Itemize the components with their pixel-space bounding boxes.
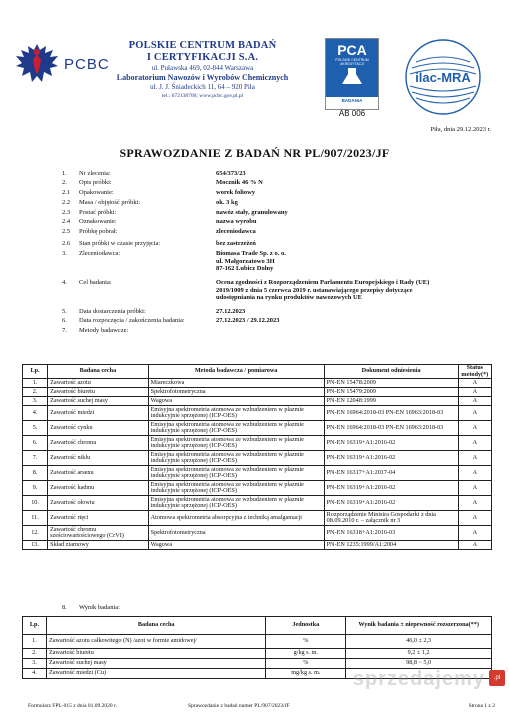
info-label: Data dostarczenia próbki: xyxy=(79,308,146,315)
org-name-line2: I CERTYFIKACJI S.A. xyxy=(146,52,259,63)
info-number: 2.3 xyxy=(62,209,71,216)
watermark: sprzedajemy xyxy=(352,668,485,690)
results-header-cell: Badana cecha xyxy=(46,617,265,635)
methods-cell: 1. xyxy=(23,379,48,388)
info-value-line: Ocena zgodności z Rozporządzeniem Parlamentu Europejskiego i Rady (UE) xyxy=(216,279,430,286)
table-row xyxy=(23,541,492,550)
info-number: 5. xyxy=(62,308,67,315)
pca-accreditation-logo xyxy=(325,38,379,110)
info-number: 2.2 xyxy=(62,199,71,206)
methods-cell: A xyxy=(458,406,491,421)
info-label: Postać próbki: xyxy=(79,209,117,216)
table-row xyxy=(23,659,492,669)
info-label: Stan próbki w czasie przyjęcia: xyxy=(79,240,161,247)
info-number: 2.6 xyxy=(62,240,71,247)
table-row xyxy=(23,466,492,481)
methods-cell: Atomowa spektrometria absorpcyjna z techniką amalgamacji xyxy=(148,511,324,526)
methods-cell: 13. xyxy=(23,541,48,550)
methods-cell: Zawartość ołowiu xyxy=(48,496,149,511)
table-row xyxy=(23,388,492,397)
methods-cell: Zawartość suchej masy xyxy=(48,397,149,406)
methods-cell: A xyxy=(458,421,491,436)
info-value: 27.12.2023 / 29.12.2023 xyxy=(216,317,280,324)
methods-cell: Zawartość niklu xyxy=(48,451,149,466)
table-row xyxy=(23,379,492,388)
pca-badge: BADANIA xyxy=(341,98,363,103)
info-number: 2.4 xyxy=(62,218,71,225)
methods-cell: 10. xyxy=(23,496,48,511)
flask-icon xyxy=(326,66,378,88)
methods-cell: PN-EN 15478:2009 xyxy=(324,379,458,388)
results-section-label: Wynik badania: xyxy=(79,604,120,611)
methods-cell: Emisyjna spektrometria atomowa ze wzbudzeniem w plazmie indukcyjnie sprzężonej (ICP-OES) xyxy=(148,451,324,466)
methods-cell: 4. xyxy=(23,406,48,421)
methods-cell: 7. xyxy=(23,451,48,466)
pcbc-logo-text: PCBC xyxy=(64,56,110,73)
info-value-line: udostępniania na rynku produktów nawozowych UE xyxy=(216,294,362,302)
info-value: bez zastrzeżeń xyxy=(216,240,256,247)
methods-cell: Zawartość chromu xyxy=(48,436,149,451)
results-cell: Zawartość miedzi (Cu) xyxy=(46,669,265,679)
results-cell: 98,8 ~ 5,0 xyxy=(346,659,492,669)
methods-cell: Wagowa xyxy=(148,541,324,550)
info-label: Próbkę pobrał: xyxy=(79,228,118,235)
table-row xyxy=(23,451,492,466)
results-cell: 4. xyxy=(23,669,47,679)
results-cell: mg/kg s. m. xyxy=(266,669,346,679)
info-label: Masa / objętość próbki: xyxy=(79,199,141,206)
results-cell: % xyxy=(266,659,346,669)
info-label: Opis próbki: xyxy=(79,179,112,186)
methods-cell: A xyxy=(458,397,491,406)
methods-cell: A xyxy=(458,496,491,511)
results-cell: 46,0 ± 2,3 xyxy=(346,635,492,649)
info-label: Oznakowanie: xyxy=(79,218,117,225)
methods-cell: A xyxy=(458,541,491,550)
info-label: Zleceniodawca: xyxy=(79,250,121,257)
methods-cell: Zawartość cynku xyxy=(48,421,149,436)
methods-cell: A xyxy=(458,466,491,481)
results-cell: Zawartość suchej masy xyxy=(46,659,265,669)
footer-report-id: Sprawozdanie z badań numer PL/907/2023/JF xyxy=(188,703,290,709)
methods-cell: PN-EN 16964:2018-03 PN-EN 16963:2018-03 xyxy=(324,406,458,421)
info-value-line: 87-162 Lubicz Dolny xyxy=(216,265,274,273)
methods-cell: Zawartość miedzi xyxy=(48,406,149,421)
methods-cell: Emisyjna spektrometria atomowa ze wzbudzeniem w plazmie indukcyjnie sprzężonej (ICP-OES) xyxy=(148,421,324,436)
methods-cell: Skład ziarnowy xyxy=(48,541,149,550)
methods-cell: Emisyjna spektrometria atomowa ze wzbudzeniem w plazmie indukcyjnie sprzężonej (ICP-OES) xyxy=(148,496,324,511)
pca-mark: PCA xyxy=(337,42,367,58)
methods-header-cell: Metoda badawcza / pomiarowa xyxy=(148,365,324,379)
methods-cell: A xyxy=(458,379,491,388)
ab-number: AB 006 xyxy=(338,109,366,118)
results-cell: 3. xyxy=(23,659,47,669)
table-row xyxy=(23,481,492,496)
table-row xyxy=(23,421,492,436)
pcbc-eagle-logo xyxy=(12,40,62,88)
methods-cell: PN-EN 1235:1999/A1:2004 xyxy=(324,541,458,550)
methods-cell: Emisyjna spektrometria atomowa ze wzbudzeniem w plazmie indukcyjnie sprzężonej (ICP-OES) xyxy=(148,406,324,421)
methods-cell: A xyxy=(458,451,491,466)
results-header-cell: Lp. xyxy=(23,617,47,635)
results-cell: 9,2 ± 1,2 xyxy=(346,649,492,659)
methods-header-cell: Lp. xyxy=(23,365,48,379)
info-value: worek foliowy xyxy=(216,189,256,196)
watermark-badge: .pl xyxy=(489,670,505,686)
methods-cell: PN-EN 16964:2018-03 PN-EN 16963:2018-03 xyxy=(324,421,458,436)
methods-table xyxy=(22,364,492,550)
methods-cell: Zawartość rtęci xyxy=(48,511,149,526)
methods-cell: Zawartość kadmu xyxy=(48,481,149,496)
info-value: 654/373/23 xyxy=(216,170,246,177)
info-value-line: ul. Małgorzatowo 3H xyxy=(216,257,275,265)
lab-name: Laboratorium Nawozów i Wyrobów Chemicznych xyxy=(116,73,289,82)
methods-header-cell: Badana cecha xyxy=(48,365,149,379)
lab-contact: tel.: 672138700; www.pcbc.gov.pl.pl xyxy=(161,93,244,99)
methods-header-cell: Status metody(*) xyxy=(458,365,491,379)
methods-cell: PN-EN 16319+A1:2016-02 xyxy=(324,481,458,496)
pca-sub1: POLSKIE CENTRUM xyxy=(335,58,369,62)
report-title: SPRAWOZDANIE Z BADAŃ NR PL/907/2023/JF xyxy=(119,146,390,160)
results-header-cell: Jednostka xyxy=(266,617,346,635)
methods-cell: A xyxy=(458,481,491,496)
results-cell: g/kg s. m. xyxy=(266,649,346,659)
info-number: 6. xyxy=(62,317,67,324)
methods-cell: Zawartość chromu sześciowartościowego (CrVI) xyxy=(48,526,149,541)
info-value xyxy=(216,250,486,273)
methods-cell: PN-EN 15479:2009 xyxy=(324,388,458,397)
methods-cell: A xyxy=(458,511,491,526)
methods-cell: 5. xyxy=(23,421,48,436)
ilac-mra-logo xyxy=(404,38,482,116)
info-number: 2.1 xyxy=(62,189,71,196)
org-address: ul. Puławska 469, 02-844 Warszawa xyxy=(151,64,254,72)
methods-cell: Zawartość biuretu xyxy=(48,388,149,397)
results-header-cell: Wynik badania ± niepewność rozszerzona(**) xyxy=(346,617,492,635)
methods-cell: Emisyjna spektrometria atomowa ze wzbudzeniem w plazmie indukcyjnie sprzężonej (ICP-OES) xyxy=(148,481,324,496)
info-number: 3. xyxy=(62,250,67,257)
methods-cell: 2. xyxy=(23,388,48,397)
lab-address: ul. J. J. Śniadeckich 11, 64 – 920 Piła xyxy=(150,83,255,91)
results-cell: 2. xyxy=(23,649,47,659)
issue-date: Piła, dnia 29.12.2023 r. xyxy=(430,126,491,133)
info-label: Nr zlecenia: xyxy=(79,170,111,177)
info-value: nazwa wyrobu xyxy=(216,218,257,225)
info-label: Data rozpoczęcia / zakończenia badania: xyxy=(79,317,185,324)
info-number: 4. xyxy=(62,279,67,286)
methods-cell: PN-EN 12048:1999 xyxy=(324,397,458,406)
results-section-number: 8. xyxy=(62,604,67,611)
results-cell: Zawartość azotu całkowitego (N) /azot w formie amidowej/ xyxy=(46,635,265,649)
info-value-line: 2019/1009 z dnia 5 czerwca 2019 r. ustanawiającego przepisy dotyczące xyxy=(216,286,413,294)
info-value xyxy=(216,279,486,302)
footer-page-number: Strona 1 z 2 xyxy=(468,703,495,709)
methods-cell: PN-EN 16319+A1:2016-02 xyxy=(324,436,458,451)
info-number: 7. xyxy=(62,327,67,334)
methods-header-cell: Dokument odniesienia xyxy=(324,365,458,379)
methods-cell: PN-EN 16318+A1:2016-03 xyxy=(324,526,458,541)
table-row xyxy=(23,635,492,649)
results-cell: % xyxy=(266,635,346,649)
methods-cell: A xyxy=(458,436,491,451)
table-row xyxy=(23,397,492,406)
methods-cell: A xyxy=(458,388,491,397)
info-value-line: Biomasa Trade Sp. z o. o. xyxy=(216,250,286,257)
methods-cell: Rozporządzenie Ministra Gospodarki z dnia 08.09.2010 r. – załącznik nr 3 xyxy=(324,511,458,526)
info-value: zleceniodawca xyxy=(216,228,256,235)
info-label: Metody badawcze: xyxy=(79,327,129,334)
info-value: ok. 3 kg xyxy=(216,199,238,206)
footer-form-id: Formularz FPL-015 z dnia 01.09.2020 r. xyxy=(28,703,117,709)
methods-cell: Emisyjna spektrometria atomowa ze wzbudzeniem w plazmie indukcyjnie sprzężonej (ICP-OES) xyxy=(148,466,324,481)
info-value: nawóz stały, granulowany xyxy=(216,209,288,216)
methods-cell: Spektrofotometryczna xyxy=(148,526,324,541)
methods-cell: 12. xyxy=(23,526,48,541)
info-number: 2.5 xyxy=(62,228,71,235)
methods-cell: Wagowa xyxy=(148,397,324,406)
methods-cell: Spektrofotometryczna xyxy=(148,388,324,397)
info-number: 1. xyxy=(62,170,67,177)
methods-cell: Zawartość azotu xyxy=(48,379,149,388)
organization-header xyxy=(90,40,315,100)
ilac-text: ilac-MRA xyxy=(415,70,471,85)
table-row xyxy=(23,511,492,526)
info-label: Cel badania: xyxy=(79,279,112,286)
methods-cell: Zawartość arsenu xyxy=(48,466,149,481)
methods-cell: 3. xyxy=(23,397,48,406)
table-row xyxy=(23,526,492,541)
info-value: 27.12.2023 xyxy=(216,308,246,315)
table-row xyxy=(23,496,492,511)
methods-cell: 8. xyxy=(23,466,48,481)
table-row xyxy=(23,406,492,421)
methods-cell: PN-EN 16319+A1:2016-02 xyxy=(324,451,458,466)
results-cell: Zawartość biuretu xyxy=(46,649,265,659)
methods-cell: 9. xyxy=(23,481,48,496)
info-value: Mocznik 46 % N xyxy=(216,179,263,186)
methods-cell: PN-EN 16319+A1:2016-02 xyxy=(324,496,458,511)
methods-cell: PN-EN 16317+A1:2017-04 xyxy=(324,466,458,481)
info-number: 2. xyxy=(62,179,67,186)
org-name-line1: POLSKIE CENTRUM BADAŃ xyxy=(128,40,277,51)
pca-sub2: AKREDYTACJI xyxy=(340,62,364,66)
results-cell: 1. xyxy=(23,635,47,649)
methods-cell: A xyxy=(458,526,491,541)
table-row xyxy=(23,436,492,451)
methods-cell: Emisyjna spektrometria atomowa ze wzbudzeniem w plazmie indukcyjnie sprzężonej (ICP-OES) xyxy=(148,436,324,451)
methods-cell: Miareczkowa xyxy=(148,379,324,388)
info-label: Opakowanie: xyxy=(79,189,114,196)
methods-cell: 11. xyxy=(23,511,48,526)
methods-cell: 6. xyxy=(23,436,48,451)
table-row xyxy=(23,649,492,659)
